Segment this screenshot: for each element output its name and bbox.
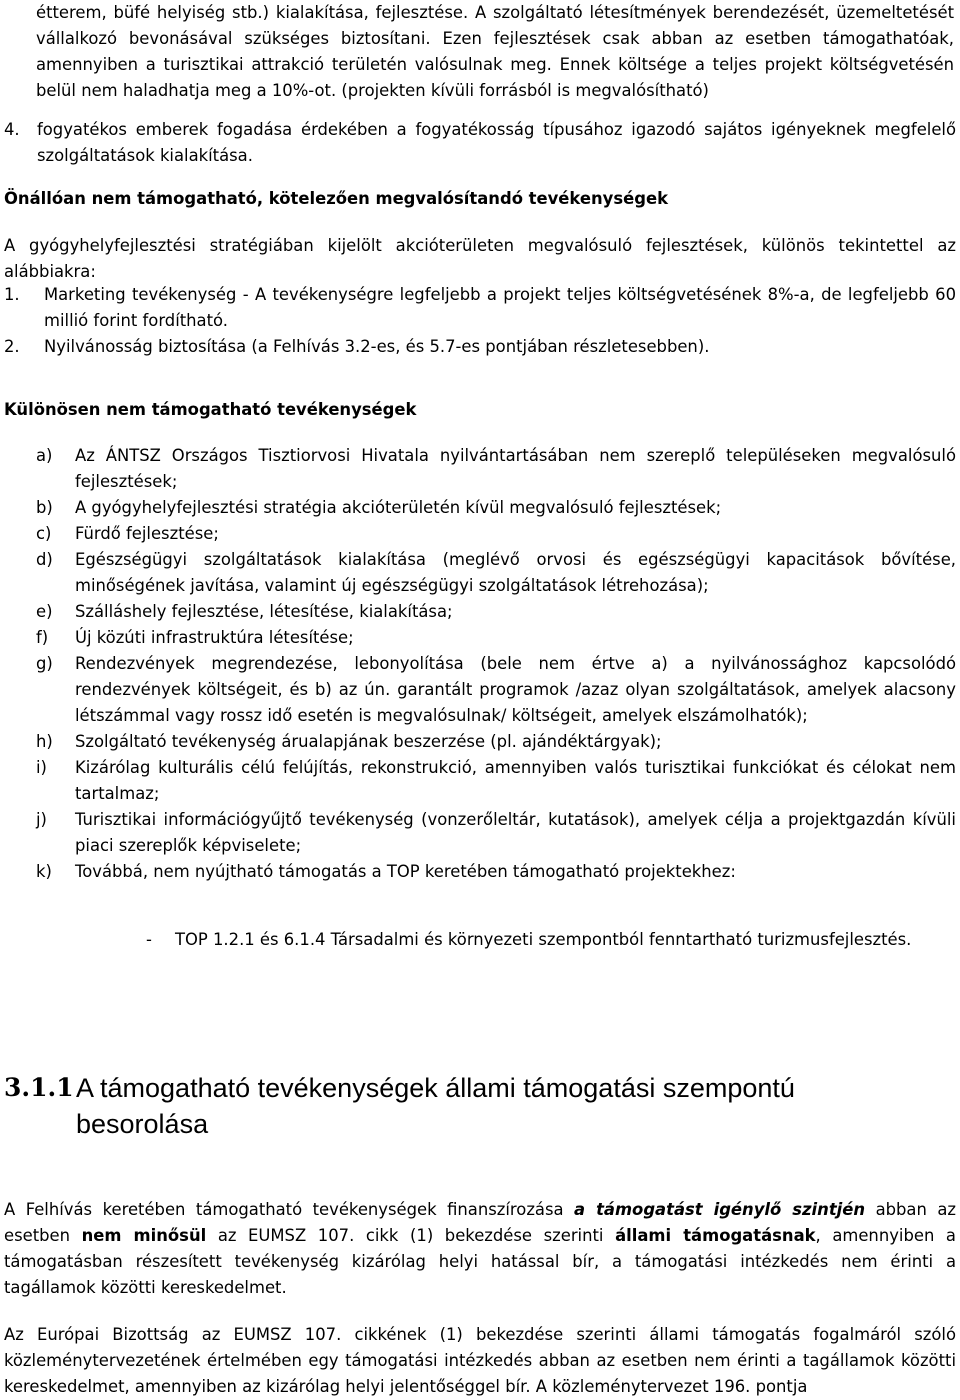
list-item <box>4 755 956 807</box>
list-item-letter: h) <box>36 732 53 751</box>
paragraph-state-aid-1 <box>4 1197 956 1301</box>
list-item-number: 1. <box>4 285 20 304</box>
sub-list-item <box>4 927 960 953</box>
list-item <box>4 547 956 599</box>
paragraph-state-aid-2: Az Európai Bizottság az EUMSZ 107. cikkének (1) bekezdése szerinti állami támogatás fogalmáról szóló közleménytervezetének értelmében egy támogatási intézkedés abban az esetben nem érinti a tagállamok közötti kereskedelmet, amennyiben az kizárólag helyi jelentőséggel bír. A közleménytervezet 196. pontja <box>4 1325 956 1396</box>
list-item-text: Szálláshely fejlesztése, létesítése, kialakítása; <box>75 602 453 621</box>
list-item-text: Nyilvánosság biztosítása (a Felhívás 3.2-es, és 5.7-es pontjában részletesebben). <box>44 337 710 356</box>
list-item-letter: c) <box>36 524 52 543</box>
list-item-text: Fürdő fejlesztése; <box>75 524 219 543</box>
list-item-4 <box>4 117 956 169</box>
text-run: , amennyiben a támogatásban részesített tevékenység kizárólag helyi hatással bír, a támogatási intézkedés nem érinti a tagállamok közötti kereskedelmet. <box>4 1226 956 1297</box>
bold-text: nem minősül <box>81 1226 207 1245</box>
numbered-list <box>4 282 956 360</box>
list-item <box>4 334 956 360</box>
list-item-letter: k) <box>36 862 52 881</box>
list-item-letter: j) <box>36 810 47 829</box>
text-run: abban az esetben <box>4 1200 956 1245</box>
list-item-text: Új közúti infrastruktúra létesítése; <box>75 628 354 647</box>
lettered-list <box>4 443 956 885</box>
list-item <box>4 599 956 625</box>
emphasis-text: a támogatást igénylő szintjén <box>574 1200 866 1219</box>
list-item-text: Továbbá, nem nyújtható támogatás a TOP keretében támogatható projektekhez: <box>75 862 736 881</box>
list-item-letter: e) <box>36 602 53 621</box>
list-item-letter: g) <box>36 654 53 673</box>
sub-list-item-text: TOP 1.2.1 és 6.1.4 Társadalmi és környezeti szempontból fenntartható turizmusfejlesztés. <box>175 930 912 949</box>
list-item-letter: f) <box>36 628 49 647</box>
list-item-text: Marketing tevékenység - A tevékenységre legfeljebb a projekt teljes költségvetésének 8%-a, de legfeljebb 60 millió forint fordítható. <box>44 285 956 330</box>
dash-bullet: - <box>146 930 152 949</box>
section-title: A támogatható tevékenységek állami támogatási szempontú besorolása <box>76 1073 795 1139</box>
list-item <box>4 495 956 521</box>
list-item <box>4 651 956 729</box>
list-item-number: 4. <box>4 120 20 139</box>
list-item-text: Kizárólag kulturális célú felújítás, rekonstrukció, amennyiben valós turisztikai funkciókat és célokat nem tartalmaz; <box>75 758 956 803</box>
list-item-letter: i) <box>36 758 47 777</box>
list-item <box>4 443 956 495</box>
list-item-text: Turisztikai információgyűjtő tevékenység (vonzerőleltár, kutatások), amelyek célja a projektgazdán kívüli piaci szereplők képviselete; <box>75 810 956 855</box>
section-intro: A gyógyhelyfejlesztési stratégiában kijelölt akcióterületen megvalósuló fejlesztések, különös tekintettel az alábbiakra: <box>4 236 956 281</box>
section-heading-mandatory: Önállóan nem támogatható, kötelezően megvalósítandó tevékenységek <box>4 189 668 208</box>
text-run: A Felhívás keretében támogatható tevékenységek finanszírozása <box>4 1200 575 1219</box>
list-item-letter: a) <box>36 446 53 465</box>
section-heading-not-supported: Különösen nem támogatható tevékenységek <box>4 400 417 419</box>
list-item-text: Rendezvények megrendezése, lebonyolítása (bele nem értve a) a nyilvánossághoz kapcsolódó rendezvények költségeit, és b) az ún. garantált programok /azaz olyan szolgáltatások, amelyek alacsony létszámmal vagy rossz idő esetén is megvalósulnak/ költségeit, amelyek elszámolhatók); <box>75 654 956 725</box>
list-item-number: 2. <box>4 337 20 356</box>
list-item <box>4 625 956 651</box>
list-item <box>4 521 956 547</box>
bold-text: állami támogatásnak <box>615 1226 816 1245</box>
list-item-letter: d) <box>36 550 53 569</box>
list-item-text: Egészségügyi szolgáltatások kialakítása (meglévő orvosi és egészségügyi kapacitások bővítése, minőségének javítása, valamint új egészségügyi szolgáltatások létrehozása); <box>75 550 956 595</box>
list-item-letter: b) <box>36 498 53 517</box>
list-item <box>4 807 956 859</box>
text-run: az EUMSZ 107. cikk (1) bekezdése szerinti <box>206 1226 616 1245</box>
section-number: 3.1.1 <box>4 1073 74 1102</box>
list-item-text: fogyatékos emberek fogadása érdekében a fogyatékosság típusához igazodó sajátos igényeknek megfelelő szolgáltatások kialakítása. <box>37 120 956 165</box>
list-item-text: Az ÁNTSZ Országos Tisztiorvosi Hivatala nyilvántartásában nem szereplő településeken megvalósuló fejlesztések; <box>75 446 956 491</box>
list-item-3-continuation: étterem, büfé helyiség stb.) kialakítása, fejlesztése. A szolgáltató létesítmények berendezését, üzemeltetését vállalkozó bevonásával szükséges biztosítani. Ezen fejlesztések csak abban az esetben támogathatóak, amennyiben a turisztikai attrakció területén valósulnak meg. Ennek költsége a teljes projekt költségvetésén belül nem haladhatja meg a 10%-ot. (projekten kívüli forrásból is megvalósítható) <box>36 3 954 100</box>
list-item <box>4 729 956 755</box>
section-title-3-1-1 <box>4 1070 904 1142</box>
list-item-text: Szolgáltató tevékenység árualapjának beszerzése (pl. ajándéktárgyak); <box>75 732 662 751</box>
list-item <box>4 282 956 334</box>
list-item <box>4 859 956 885</box>
list-item-text: A gyógyhelyfejlesztési stratégia akcióterületén kívül megvalósuló fejlesztések; <box>75 498 722 517</box>
